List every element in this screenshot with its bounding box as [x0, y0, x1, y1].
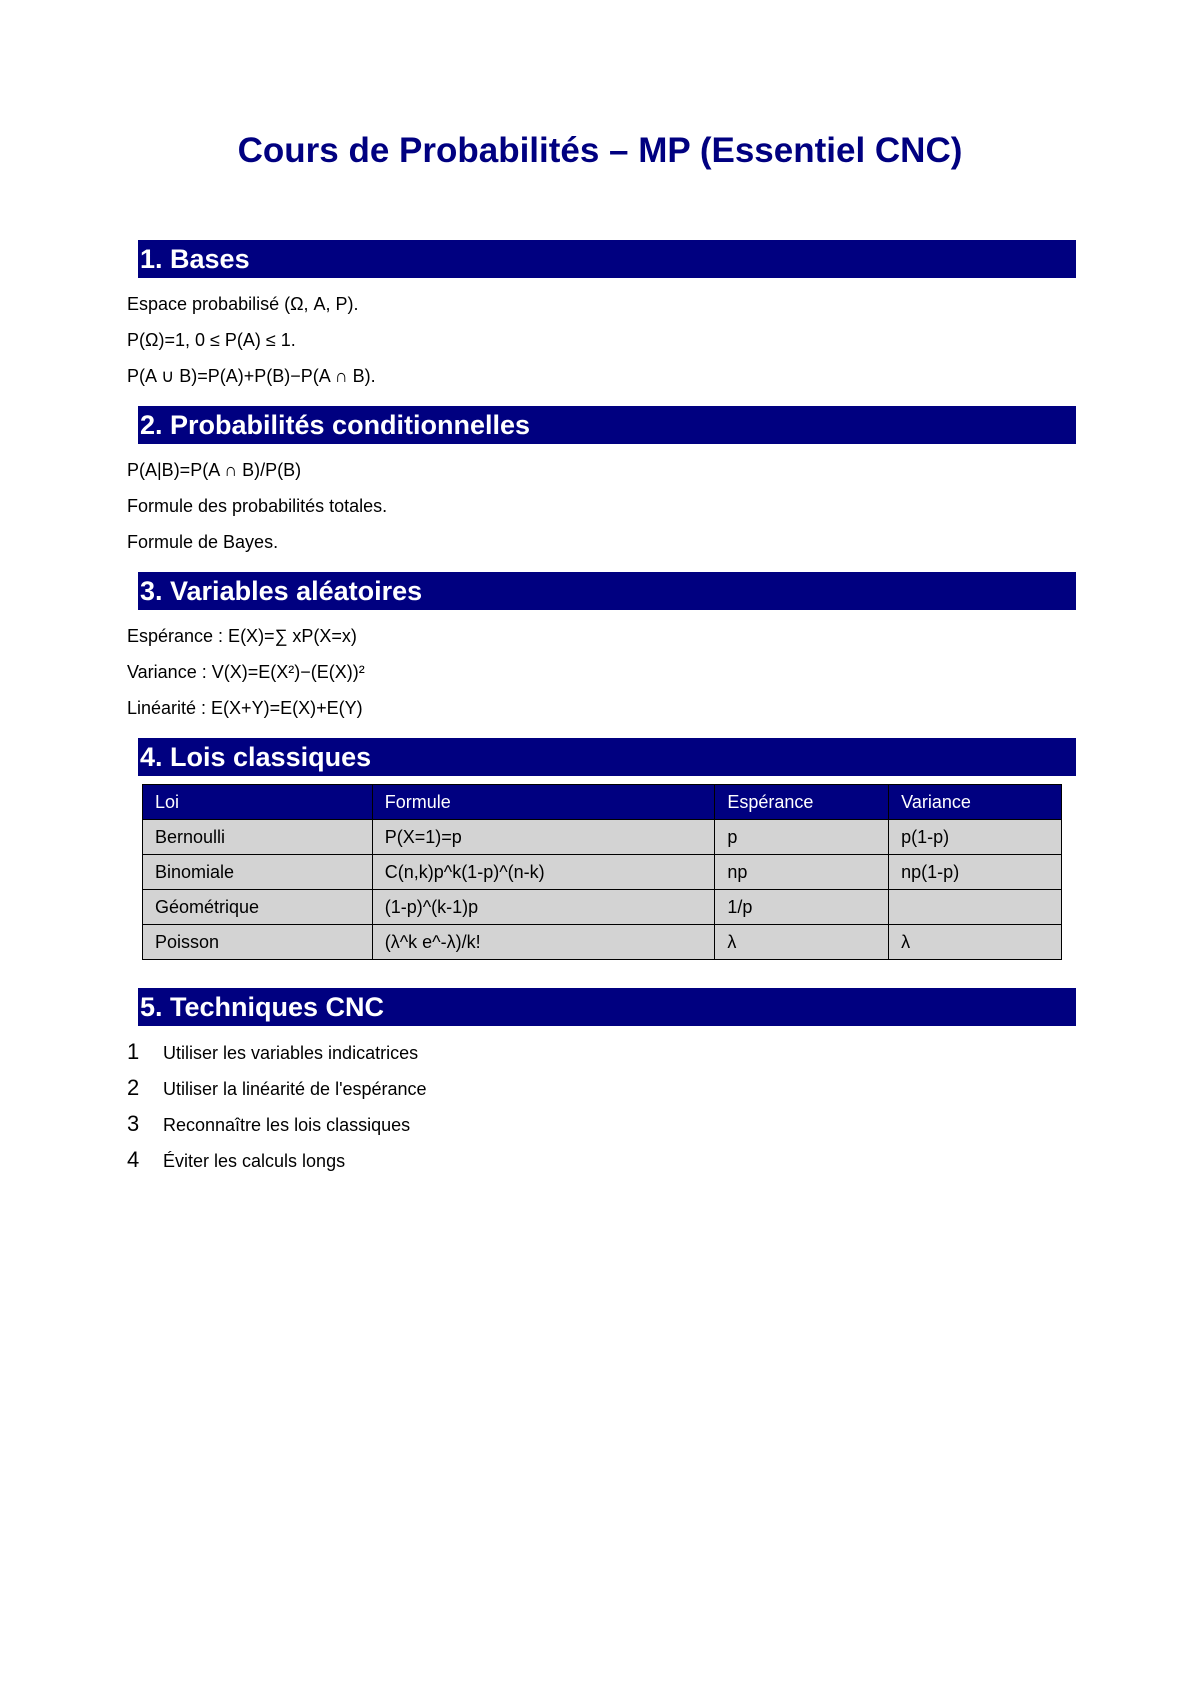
table-cell: Géométrique: [143, 890, 373, 925]
table-cell: λ: [889, 925, 1062, 960]
table-row: [143, 925, 1062, 960]
table-header-cell: Espérance: [715, 785, 889, 820]
table-cell: p(1-p): [889, 820, 1062, 855]
table-header-cell: Loi: [143, 785, 373, 820]
lois-table: [142, 784, 1062, 960]
section-heading-variables: 3. Variables aléatoires: [138, 572, 1076, 610]
text-line: Variance : V(X)=E(X²)−(E(X))²: [127, 662, 365, 682]
list-text: Utiliser la linéarité de l'espérance: [163, 1079, 427, 1099]
table-cell: np: [715, 855, 889, 890]
list-item: [127, 1148, 345, 1173]
section-heading-lois: 4. Lois classiques: [138, 738, 1076, 776]
table-cell: (1-p)^(k-1)p: [372, 890, 715, 925]
text-line: Espérance : E(X)=∑ xP(X=x): [127, 626, 357, 646]
table-row: [143, 890, 1062, 925]
list-number: 3: [127, 1111, 140, 1136]
table-cell: p: [715, 820, 889, 855]
list-number: 1: [127, 1039, 140, 1064]
list-number: 4: [127, 1147, 140, 1172]
table-cell: 1/p: [715, 890, 889, 925]
table-cell: P(X=1)=p: [372, 820, 715, 855]
table-cell: λ: [715, 925, 889, 960]
page-title: Cours de Probabilités – MP (Essentiel CNC): [237, 131, 963, 170]
text-line: P(A|B)=P(A ∩ B)/P(B): [127, 460, 302, 480]
table-cell: (λ^k e^-λ)/k!: [372, 925, 715, 960]
list-item: [127, 1076, 427, 1101]
text-line: Linéarité : E(X+Y)=E(X)+E(Y): [127, 698, 363, 718]
table-header-row: [143, 785, 1062, 820]
text-line: P(Ω)=1, 0 ≤ P(A) ≤ 1.: [127, 330, 296, 350]
list-text: Reconnaître les lois classiques: [163, 1115, 411, 1135]
table-cell: Poisson: [143, 925, 373, 960]
table-cell: C(n,k)p^k(1-p)^(n-k): [372, 855, 715, 890]
list-number: 2: [127, 1075, 140, 1100]
table-header-cell: Variance: [889, 785, 1062, 820]
text-line: Espace probabilisé (Ω, A, P).: [127, 294, 359, 314]
text-line: P(A ∪ B)=P(A)+P(B)−P(A ∩ B).: [127, 366, 376, 386]
table-cell: np(1-p): [889, 855, 1062, 890]
list-text: Éviter les calculs longs: [163, 1151, 346, 1171]
table-cell: [889, 890, 1062, 925]
section-heading-bases: 1. Bases: [138, 240, 1076, 278]
table-row: [143, 820, 1062, 855]
list-item: [127, 1112, 410, 1137]
table-cell: Binomiale: [143, 855, 373, 890]
section-heading-techniques: 5. Techniques CNC: [138, 988, 1076, 1026]
text-line: Formule de Bayes.: [127, 532, 279, 552]
text-line: Formule des probabilités totales.: [127, 496, 388, 516]
list-text: Utiliser les variables indicatrices: [163, 1043, 419, 1063]
list-item: [127, 1040, 418, 1065]
table-row: [143, 855, 1062, 890]
table-header-cell: Formule: [372, 785, 715, 820]
section-heading-conditionnelles: 2. Probabilités conditionnelles: [138, 406, 1076, 444]
table-cell: Bernoulli: [143, 820, 373, 855]
